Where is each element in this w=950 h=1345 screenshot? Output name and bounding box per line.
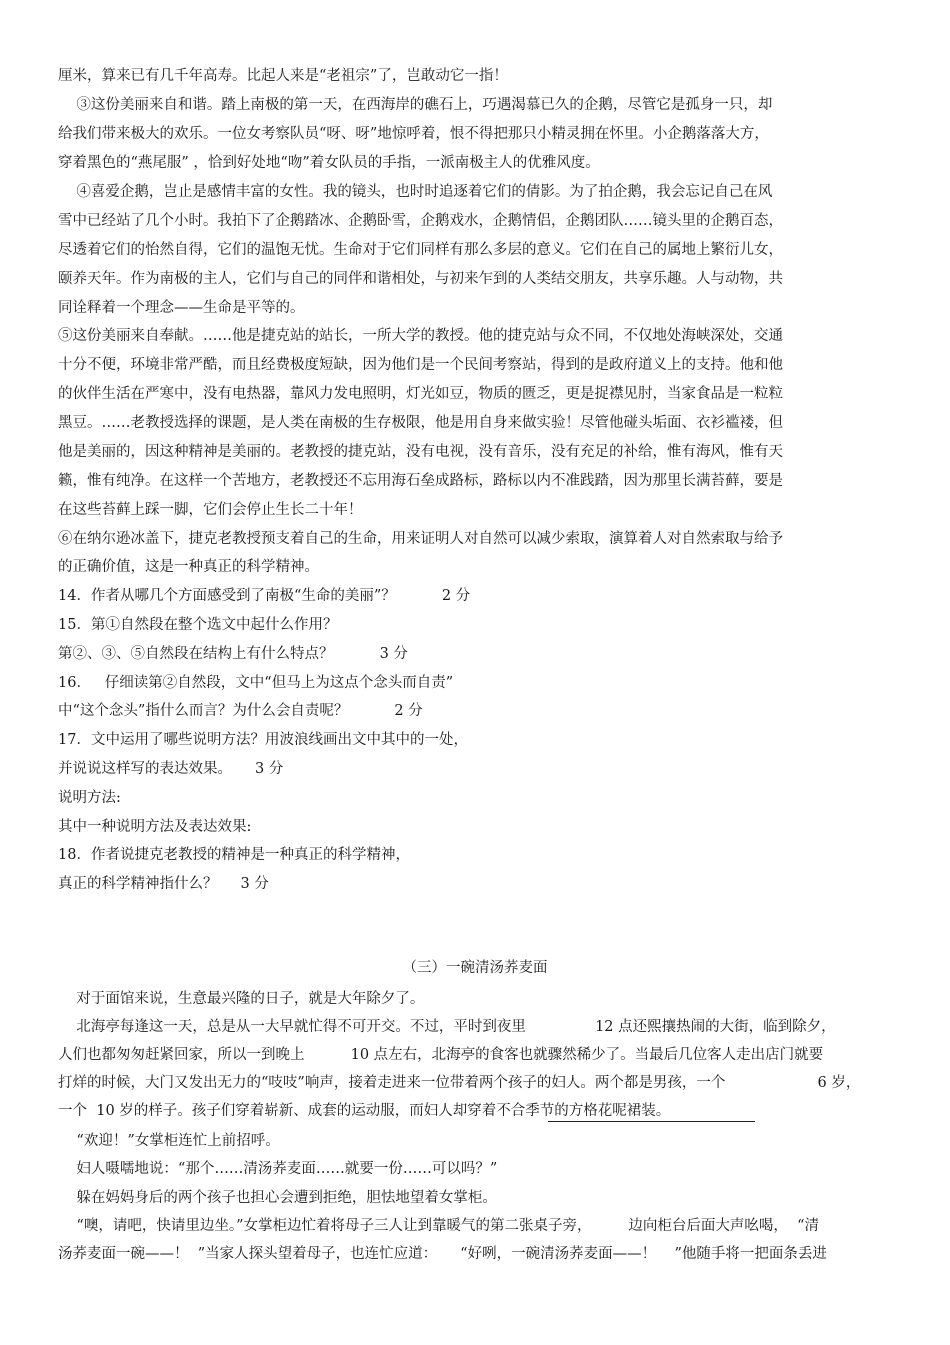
paragraph-line: 妇人嗫嚅地说：“那个……清汤荞麦面……就要一份……可以吗？” [58, 1161, 498, 1177]
paragraph-line: 一个 10 岁的样子。孩子们穿着崭新、成套的运动服，而妇人却穿着不合季节的方格花呢裙装。 [58, 1103, 671, 1119]
paragraph-line: ④喜爱企鹅，岂止是感情丰富的女性。我的镜头，也时时追逐着它们的倩影。为了拍企鹅，我会忘记自己在风 [58, 184, 773, 200]
paragraph-line: ③这份美丽来自和谐。踏上南极的第一天，在西海岸的礁石上，巧遇渴慕已久的企鹅，尽管它是孤身一只，却 [58, 97, 773, 113]
paragraph-line: 打烊的时候，大门又发出无力的“吱吱”响声，接着走进来一位带着两个孩子的妇人。两个都是男孩，一个 6 岁， [58, 1075, 861, 1091]
paragraph-line: 给我们带来极大的欢乐。一位女考察队员“呀、呀”地惊呼着，恨不得把那只小精灵拥在怀里。小企鹅落落大方， [58, 126, 769, 142]
paragraph-line: 尽透着它们的怡然自得，它们的温饱无忧。生命对于它们同样有那么多层的意义。它们在自己的属地上繁衍儿女， [58, 242, 783, 258]
question-16: 16． 仔细读第②自然段，文中“但马上为这点个念头而自责” [58, 675, 454, 691]
paragraph-line: ⑤这份美丽来自奉献。……他是捷克站的站长，一所大学的教授。他的捷克站与众不同，不仅地处海峡深处，交通 [58, 328, 783, 344]
paragraph-line: “噢，请吧，快请里边坐。”女掌柜边忙着将母子三人让到靠暖气的第二张桌子旁， 边向柜台后面大声吆喝， “清 [58, 1218, 820, 1234]
paragraph-line: 在这些苔藓上踩一脚，它们会停止生长二十年！ [58, 502, 363, 518]
section-title: （三）一碗清汤荞麦面 [402, 960, 548, 976]
paragraph-line: ⑥在纳尔逊冰盖下，捷克老教授预支着自己的生命，用来证明人对自然可以减少索取，演算着人对自然索取与给予 [58, 531, 783, 547]
paragraph-line: 对于面馆来说，生意最兴隆的日子，就是大年除夕了。 [58, 991, 425, 1007]
question-14: 14．作者从哪几个方面感受到了南极“生命的美丽”？ 2 分 [58, 588, 471, 604]
paragraph-line: “欢迎！”女掌柜连忙上前招呼。 [58, 1133, 280, 1149]
question-17-part-2: 并说说这样写的表达效果。 3 分 [58, 761, 284, 777]
paragraph-line: 籁，惟有纯净。在这样一个苦地方，老教授还不忘用海石垒成路标，路标以内不准践踏，因为那里长满苔藓，要是 [58, 473, 783, 489]
paragraph-line: 穿着黑色的“燕尾服” ，恰到好处地“吻”着女队员的手指，一派南极主人的优雅风度。 [58, 155, 600, 171]
underline-mark [548, 1121, 755, 1122]
paragraph-line: 躲在妈妈身后的两个孩子也担心会遭到拒绝，胆怯地望着女掌柜。 [58, 1190, 497, 1206]
paragraph-line: 同诠释着一个理念——生命是平等的。 [58, 300, 305, 316]
paragraph-line: 的正确价值，这是一种真正的科学精神。 [58, 559, 319, 575]
paragraph-line: 他是美丽的，因这种精神是美丽的。老教授的捷克站，没有电视，没有音乐，没有充足的补给，惟有海风，惟有天 [58, 444, 783, 460]
paragraph-line: 人们也都匆匆赶紧回家，所以一到晚上 10 点左右，北海亭的食客也就骤然稀少了。当最后几位客人走出店门就要 [58, 1047, 824, 1063]
question-17: 17．文中运用了哪些说明方法？用波浪线画出文中其中的一处， [58, 732, 468, 748]
question-15-part-2: 第②、③、⑤自然段在结构上有什么特点？ 3 分 [58, 646, 408, 662]
paragraph-line: 北海亭每逢这一天，总是从一大早就忙得不可开交。不过，平时到夜里 12 点还熙攘热闹的大街，临到除夕， [58, 1019, 836, 1035]
question-18: 18．作者说捷克老教授的精神是一种真正的科学精神， [58, 847, 410, 863]
question-16-part-2: 中“这个念头”指什么而言？为什么会自责呢？ 2 分 [58, 703, 423, 719]
question-18-part-2: 真正的科学精神指什么？ 3 分 [58, 876, 269, 892]
answer-prompt-effect: 其中一种说明方法及表达效果: [58, 819, 252, 835]
paragraph-line: 颐养天年。作为南极的主人，它们与自己的同伴和谐相处，与初来乍到的人类结交朋友，共享乐趣。人与动物，共 [58, 271, 783, 287]
paragraph-line: 十分不便，环境非常严酷，而且经费极度短缺，因为他们是一个民间考察站，得到的是政府道义上的支持。他和他 [58, 357, 783, 373]
question-15: 15．第①自然段在整个选文中起什么作用？ [58, 617, 338, 633]
paragraph-line: 汤荞麦面一碗——！ ”当家人探头望着母子，也连忙应道： “好咧，一碗清汤荞麦面——！ ”他随手将一把面条丢进 [58, 1246, 827, 1262]
paragraph-line: 的伙伴生活在严寒中，没有电热器，靠风力发电照明，灯光如豆，物质的匮乏，更是捉襟见肘，当家食品是一粒粒 [58, 386, 783, 402]
answer-prompt-method: 说明方法: [58, 790, 121, 806]
paragraph-line: 厘米，算来已有几千年高寿。比起人来是“老祖宗”了，岂敢动它一指！ [58, 68, 508, 84]
paragraph-line: 黑豆。……老教授选择的课题，是人类在南极的生存极限，他是用自身来做实验！尽管他碰头垢面、衣衫褴褛，但 [58, 415, 783, 431]
paragraph-line: 雪中已经站了几个小时。我拍下了企鹅踏冰、企鹅卧雪，企鹅戏水，企鹅情侣，企鹅团队……镜头里的企鹅百态， [58, 213, 783, 229]
